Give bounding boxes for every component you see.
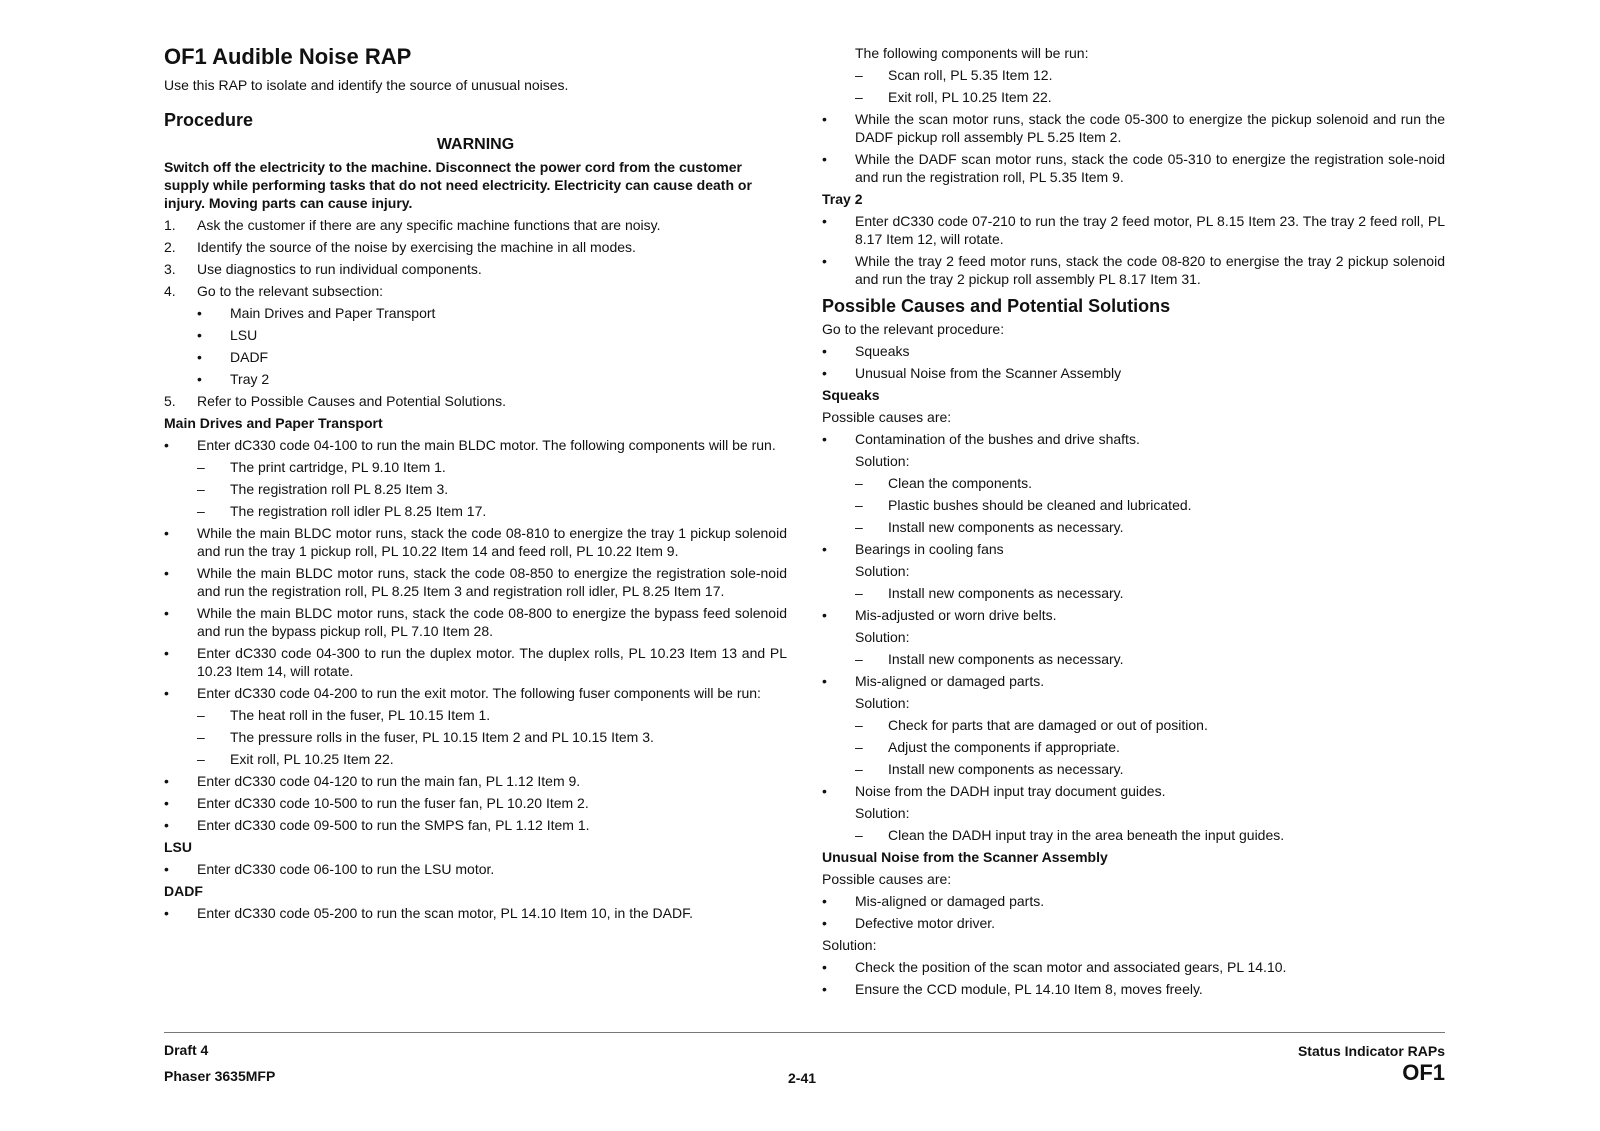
footer-model: Phaser 3635MFP [164, 1068, 276, 1084]
list-item: • Enter dC330 code 09-500 to run the SMPS fan, PL 1.12 Item 1. [164, 817, 590, 833]
list-item: • Enter dC330 code 04-100 to run the main BLDC motor. The following components will be run. [164, 437, 776, 453]
procedure-link-scanner[interactable]: • Unusual Noise from the Scanner Assembly [822, 365, 1122, 381]
list-subitem: – Plastic bushes should be cleaned and lubricated. [855, 497, 1192, 513]
list-subitem: – Install new components as necessary. [855, 761, 1124, 777]
list-subitem: – Install new components as necessary. [855, 651, 1124, 667]
dadf-list-continued [822, 66, 1445, 186]
list-item: • Noise from the DADH input tray document guides. [822, 783, 1166, 799]
list-item: • Mis-aligned or damaged parts. [822, 893, 1045, 909]
list-subitem: – The print cartridge, PL 9.10 Item 1. [197, 459, 446, 475]
footer-section: Status Indicator RAPs [1297, 1043, 1445, 1059]
list-item: • Enter dC330 code 04-300 to run the duplex motor. The duplex rolls, PL 10.23 Item 13 and PL 10.23 Item 14, will rotate. [164, 645, 787, 679]
page-number: 2-41 [788, 1070, 817, 1086]
list-subitem: – Clean the DADH input tray in the area beneath the input guides. [855, 827, 1285, 843]
solution-label: Solution: [855, 805, 910, 821]
list-subitem: – Install new components as necessary. [855, 519, 1124, 535]
dadf-heading: DADF [164, 883, 203, 899]
list-subitem: – The registration roll PL 8.25 Item 3. [197, 481, 449, 497]
squeaks-intro: Possible causes are: [822, 409, 952, 425]
left-column [164, 40, 787, 926]
subsection-link[interactable]: • LSU [197, 327, 258, 343]
causes-heading: Possible Causes and Potential Solutions [822, 296, 1171, 316]
main-drives-list [164, 436, 787, 834]
list-item: • Mis-aligned or damaged parts. [822, 673, 1045, 689]
list-subitem: – Adjust the components if appropriate. [855, 739, 1120, 755]
list-item: • Enter dC330 code 07-210 to run the tray 2 feed motor, PL 8.15 Item 23. The tray 2 feed roll, PL 8.17 Item 12, will rotate. [822, 213, 1445, 247]
lsu-list [164, 860, 787, 878]
list-item: • While the main BLDC motor runs, stack the code 08-850 to energize the registration sole-noid and run the registration roll, PL 8.25 Item 3 and registration roll idler, PL 8.25 Item 17. [164, 565, 787, 599]
right-column [822, 40, 1445, 1002]
footer-code: OF1 [1402, 1060, 1445, 1085]
list-item: • Defective motor driver. [822, 915, 996, 931]
procedure-heading: Procedure [164, 110, 254, 130]
dadf-list [164, 904, 787, 922]
step-item: 2. Identify the source of the noise by exercising the machine in all modes. [164, 239, 636, 255]
list-subitem: – Install new components as necessary. [855, 585, 1124, 601]
page-title: OF1 Audible Noise RAP [164, 44, 412, 69]
intro-text: Use this RAP to isolate and identify the source of unusual noises. [164, 77, 569, 93]
scanner-causes [822, 892, 1445, 932]
solution-label: Solution: [855, 563, 910, 579]
procedure-steps [164, 216, 787, 410]
footer-draft: Draft 4 [164, 1042, 209, 1058]
list-subitem: – The heat roll in the fuser, PL 10.15 Item 1. [197, 707, 491, 723]
dadf-continued: The following components will be run: [855, 45, 1089, 61]
list-item: • Enter dC330 code 04-120 to run the main fan, PL 1.12 Item 9. [164, 773, 581, 789]
scanner-heading: Unusual Noise from the Scanner Assembly [822, 849, 1108, 865]
solution-label: Solution: [855, 453, 910, 469]
list-item: • While the main BLDC motor runs, stack the code 08-800 to energize the bypass feed solenoid and run the bypass pickup roll, PL 7.10 Item 28. [164, 605, 787, 639]
list-item: • Bearings in cooling fans [822, 541, 1004, 557]
subsection-link[interactable]: • DADF [197, 349, 269, 365]
step-item: 3. Use diagnostics to run individual components. [164, 261, 482, 277]
procedure-link-squeaks[interactable]: • Squeaks [822, 343, 910, 359]
list-subitem: – Exit roll, PL 10.25 Item 22. [855, 89, 1052, 105]
list-item: • Ensure the CCD module, PL 14.10 Item 8, moves freely. [822, 981, 1203, 997]
warning-title: WARNING [436, 136, 515, 153]
scanner-solutions [822, 958, 1445, 998]
list-item: • While the tray 2 feed motor runs, stack the code 08-820 to energise the tray 2 pickup solenoid and run the tray 2 pickup roll assembly PL 8.17 Item 31. [822, 253, 1445, 287]
lsu-heading: LSU [164, 839, 192, 855]
list-item: • Contamination of the bushes and drive shafts. [822, 431, 1140, 447]
squeaks-list [822, 430, 1445, 844]
tray2-list [822, 212, 1445, 288]
squeaks-heading: Squeaks [822, 387, 880, 403]
list-subitem: – Exit roll, PL 10.25 Item 22. [197, 751, 394, 767]
list-item: • While the DADF scan motor runs, stack the code 05-310 to energize the registration sole-noid and run the registration roll, PL 5.35 Item 9. [822, 151, 1445, 185]
causes-links [822, 342, 1445, 382]
list-item: • Enter dC330 code 10-500 to run the fuser fan, PL 10.20 Item 2. [164, 795, 589, 811]
warning-text: Switch off the electricity to the machine. Disconnect the power cord from the customer supply while performing tasks that do not need electricity. Electricity can cause death or injury. Moving parts can cause injury. [164, 159, 752, 211]
tray2-heading: Tray 2 [822, 191, 863, 207]
subsection-link[interactable]: • Tray 2 [197, 371, 270, 387]
causes-intro: Go to the relevant procedure: [822, 321, 1005, 337]
main-drives-heading: Main Drives and Paper Transport [164, 415, 383, 431]
subsection-link[interactable]: • Main Drives and Paper Transport [197, 305, 436, 321]
list-item: • While the main BLDC motor runs, stack the code 08-810 to energize the tray 1 pickup solenoid and run the tray 1 pickup roll, PL 10.22 Item 14 and feed roll, PL 10.22 Item 9. [164, 525, 787, 559]
list-item: • Check the position of the scan motor and associated gears, PL 14.10. [822, 959, 1287, 975]
step-item: 1. Ask the customer if there are any specific machine functions that are noisy. [164, 217, 661, 233]
scanner-intro: Possible causes are: [822, 871, 952, 887]
list-item: • Enter dC330 code 06-100 to run the LSU motor. [164, 861, 495, 877]
scanner-solution-label: Solution: [822, 937, 877, 953]
list-item: • Mis-adjusted or worn drive belts. [822, 607, 1057, 623]
list-subitem: – Scan roll, PL 5.35 Item 12. [855, 67, 1053, 83]
step-item: 5. Refer to Possible Causes and Potential Solutions. [164, 393, 506, 409]
list-subitem: – The registration roll idler PL 8.25 Item 17. [197, 503, 487, 519]
list-subitem: – Clean the components. [855, 475, 1032, 491]
solution-label: Solution: [855, 629, 910, 645]
list-item: • Enter dC330 code 04-200 to run the exit motor. The following fuser components will be run: [164, 685, 761, 701]
step-item: 4. Go to the relevant subsection: [164, 283, 383, 299]
solution-label: Solution: [855, 695, 910, 711]
list-item: • While the scan motor runs, stack the code 05-300 to energize the pickup solenoid and run the DADF pickup roll assembly PL 5.25 Item 2. [822, 111, 1445, 145]
list-subitem: – The pressure rolls in the fuser, PL 10.15 Item 2 and PL 10.15 Item 3. [197, 729, 654, 745]
list-item: • Enter dC330 code 05-200 to run the scan motor, PL 14.10 Item 10, in the DADF. [164, 905, 693, 921]
footer-divider [164, 1032, 1445, 1033]
list-subitem: – Check for parts that are damaged or out of position. [855, 717, 1208, 733]
